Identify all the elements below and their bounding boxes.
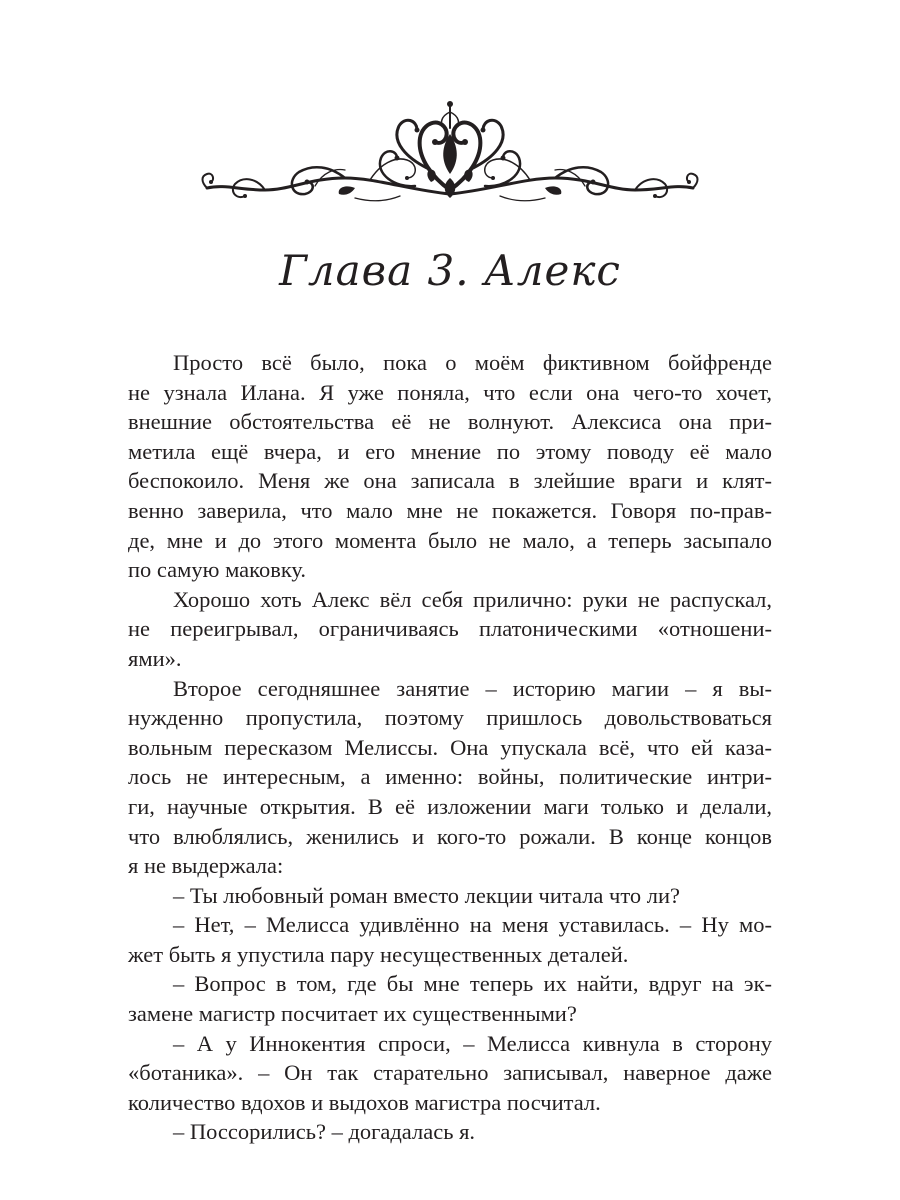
chapter-title: Глава 3. Алекс — [279, 246, 621, 295]
text-line: – А у Иннокентия спроси, – Мелисса кивнула в сторону — [173, 1030, 772, 1056]
text-line: – Поссорились? – догадалась я. — [173, 1119, 476, 1145]
text-line: Второе сегодняшнее занятие – историю магии – я вы- — [173, 675, 772, 701]
text-line: де, мне и до этого момента было не мало, а теперь засыпало — [128, 527, 772, 553]
text-line: не узнала Илана. Я уже поняла, что если она чего-то хочет, — [128, 379, 772, 405]
text-line: – Ты любовный роман вместо лекции читала что ли? — [173, 882, 681, 908]
text-line: Хорошо хоть Алекс вёл себя прилично: руки не распускал, — [173, 586, 772, 612]
floral-scroll-ornament-icon — [195, 98, 705, 214]
text-line: внешние обстоятельства её не волнуют. Алексиса она при- — [128, 409, 772, 435]
text-line: «ботаника». – Он так старательно записывал, наверное даже — [128, 1060, 772, 1086]
text-line: ями». — [128, 645, 182, 671]
text-line: не переигрывал, ограничиваясь платоническими «отношени- — [128, 616, 772, 642]
text-line: я не выдержала: — [128, 853, 284, 879]
text-line: замене магистр посчитает их существенными? — [128, 1001, 577, 1027]
chapter-body-text — [128, 348, 772, 1147]
text-line: количество вдохов и выдохов магистра посчитал. — [128, 1089, 601, 1115]
text-line: метила ещё вчера, и его мнение по этому поводу её мало — [128, 438, 772, 464]
text-line: венно заверила, что мало мне не покажется. Говоря по-прав- — [128, 497, 772, 523]
text-line: нужденно пропустила, поэтому пришлось довольствоваться — [128, 705, 772, 731]
text-line: по самую маковку. — [128, 557, 307, 583]
text-line: – Нет, – Мелисса удивлённо на меня уставилась. – Ну мо- — [173, 912, 772, 938]
text-line: ги, научные открытия. В её изложении маги только и делали, — [128, 793, 772, 819]
text-line: лось не интересным, а именно: войны, политические интри- — [128, 764, 772, 790]
text-line: что влюблялись, женились и кого-то рожали. В конце концов — [128, 823, 772, 849]
text-line: жет быть я упустила пару несущественных деталей. — [128, 941, 629, 967]
text-line: беспокоило. Меня же она записала в злейшие враги и клят- — [128, 468, 772, 494]
text-line: Просто всё было, пока о моём фиктивном бойфренде — [173, 350, 772, 375]
text-line: вольным пересказом Мелиссы. Она упускала всё, что ей каза- — [128, 734, 772, 760]
text-line: – Вопрос в том, где бы мне теперь их найти, вдруг на эк- — [173, 971, 772, 997]
